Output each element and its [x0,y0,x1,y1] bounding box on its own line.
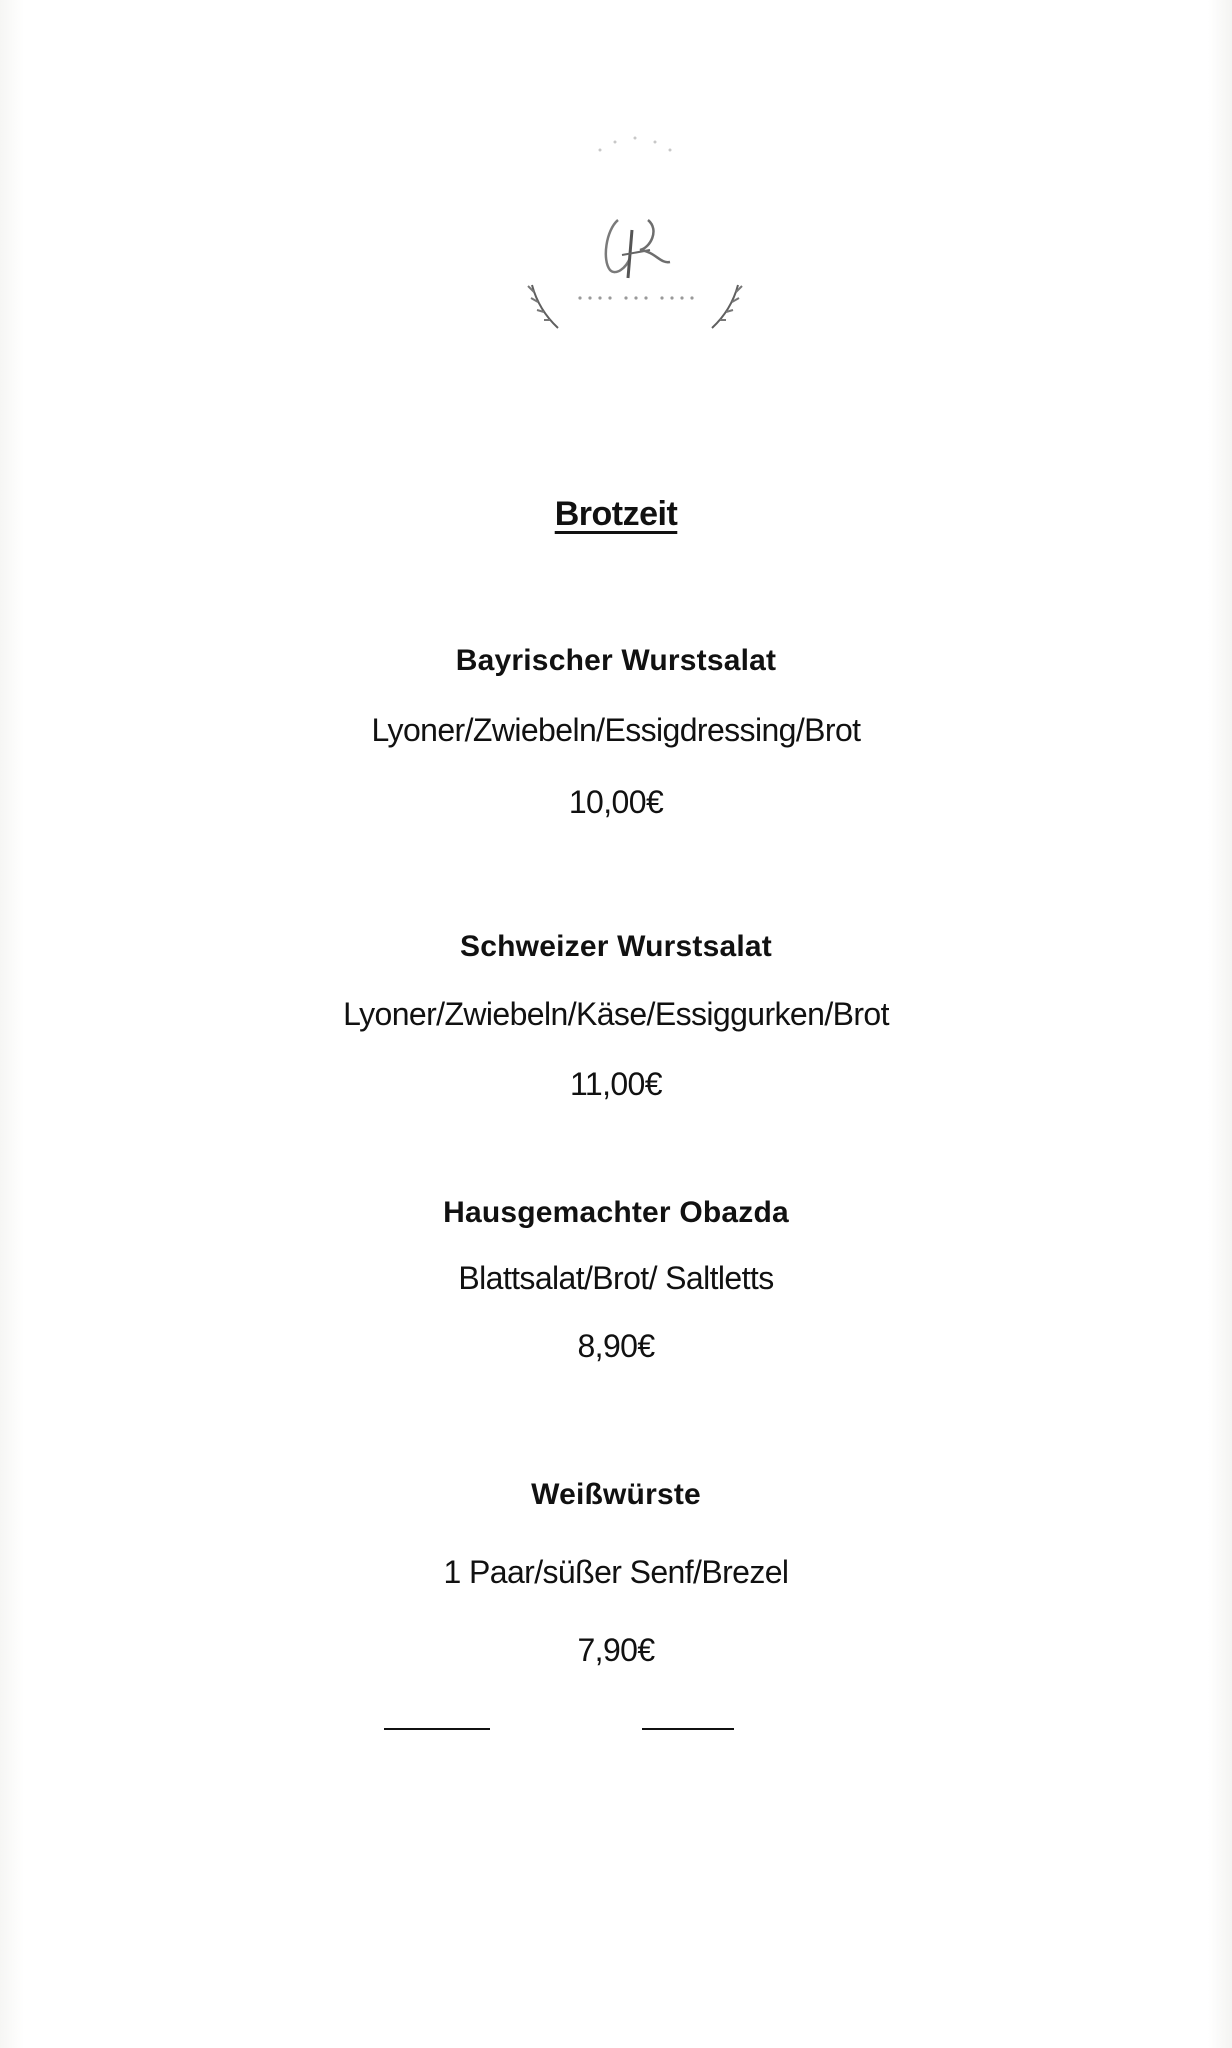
menu-item-price: 10,00€ [568,784,664,820]
restaurant-monogram-logo [510,120,760,360]
menu-item-description: 1 Paar/süßer Senf/Brezel [443,1554,789,1590]
menu-item-price: 7,90€ [577,1632,655,1668]
menu-item-name: Hausgemachter Obazda [443,1196,789,1229]
right-divider [642,1728,734,1730]
menu-item-name: Bayrischer Wurstsalat [455,644,777,677]
menu-item-description: Lyoner/Zwiebeln/Essigdressing/Brot [371,712,861,748]
left-divider [384,1728,490,1730]
section-title: Brotzeit [554,495,678,533]
menu-item-description: Blattsalat/Brot/ Saltletts [458,1260,774,1296]
menu-item-price: 11,00€ [570,1066,662,1102]
menu-item-price: 8,90€ [577,1328,655,1364]
menu-item-name: Weißwürste [531,1478,701,1511]
menu-item-description: Lyoner/Zwiebeln/Käse/Essiggurken/Brot [343,996,889,1032]
menu-item-name: Schweizer Wurstsalat [460,930,772,963]
